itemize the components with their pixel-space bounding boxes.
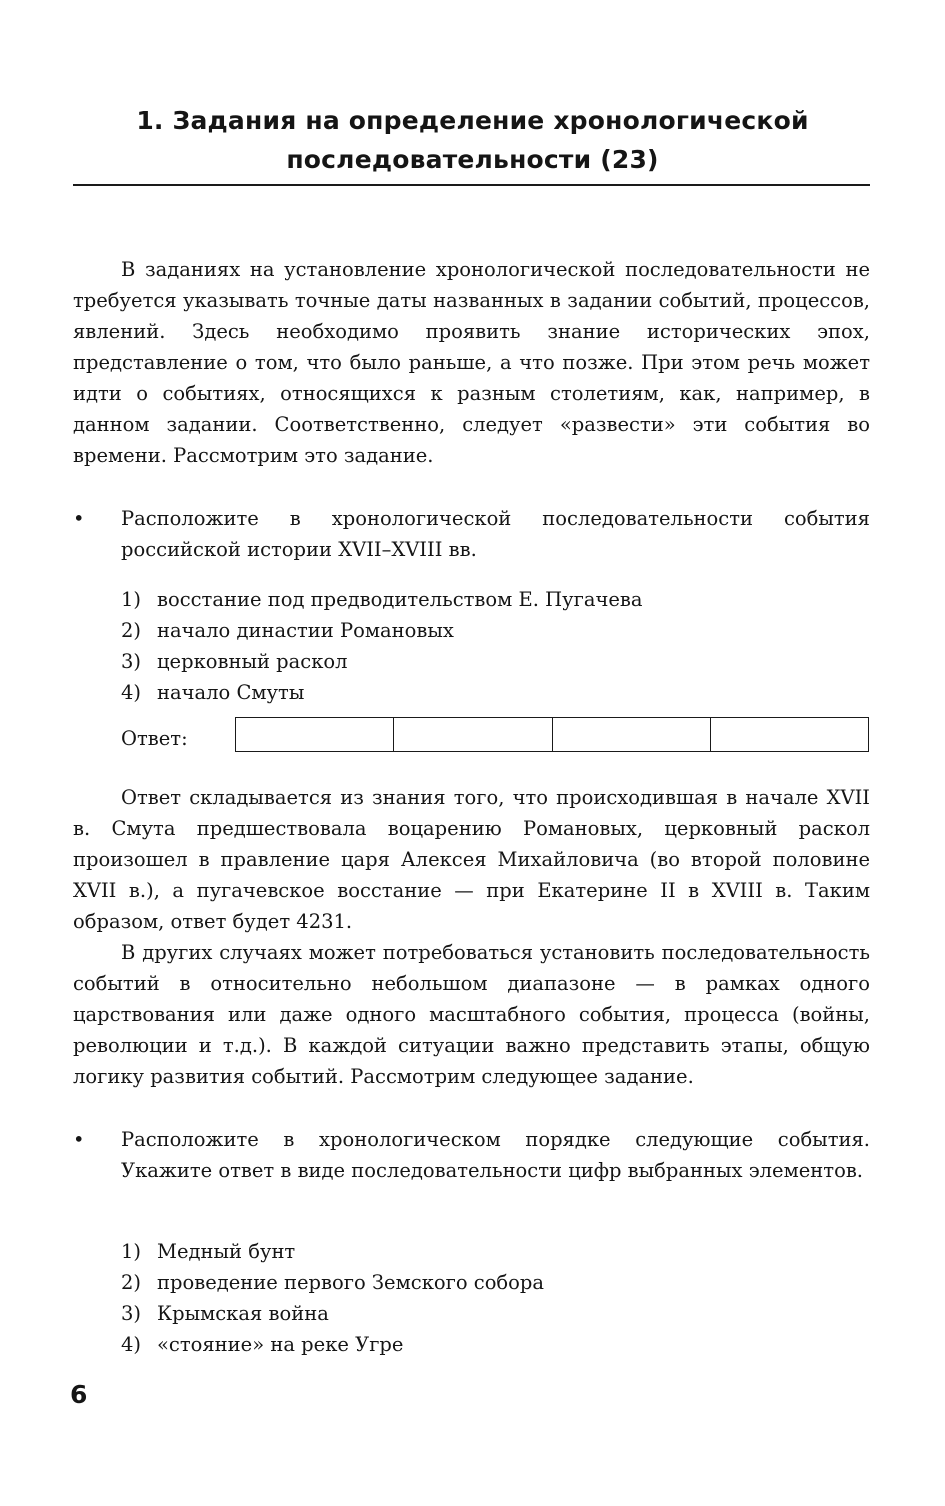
list-item <box>121 1236 544 1267</box>
item-number: 1) <box>121 588 142 611</box>
section-title-line-1: 1. Задания на определение хронологической <box>136 106 809 135</box>
item-number: 4) <box>121 681 142 704</box>
item-text: Крымская война <box>157 1302 329 1325</box>
list-item <box>121 1298 544 1329</box>
item-number: 1) <box>121 1240 142 1263</box>
item-number: 2) <box>121 619 142 642</box>
item-text: проведение первого Земского собора <box>157 1271 545 1294</box>
task1-options <box>121 584 643 708</box>
item-text: начало династии Романовых <box>157 619 454 642</box>
list-item <box>121 584 643 615</box>
task2-options <box>121 1236 544 1360</box>
task2-prompt: Расположите в хронологическом порядке следующие события. Укажите ответ в виде последовательности цифр выбранных элементов. <box>121 1128 870 1182</box>
list-item <box>121 1267 544 1298</box>
explanation-paragraph: Ответ складывается из знания того, что происходившая в начале XVII в. Смута предшествовала воцарению Романовых, церковный раскол произошел в правление царя Алексея Михайловича (во второй половине XVII в.), а пугачевское восстание — при Екатерине II в XVIII в. Таким образом, ответ будет 4231. <box>73 786 870 933</box>
intro-paragraph: В заданиях на установление хронологической последовательности не требуется указывать точные даты названных в задании событий, процессов, явлений. Здесь необходимо проявить знание исторических эпох, представление о том, что было раньше, а что позже. При этом речь может идти о событиях, относящихся к разным столетиям, как, например, в данном задании. Соответственно, следует «развести» эти события во времени. Рассмотрим это задание. <box>73 258 870 467</box>
item-number: 3) <box>121 650 142 673</box>
item-text: Медный бунт <box>157 1240 296 1263</box>
item-number: 2) <box>121 1271 142 1294</box>
answer-cell-4[interactable] <box>711 718 868 751</box>
item-text: «стояние» на реке Угре <box>157 1333 404 1356</box>
title-divider <box>73 184 870 186</box>
list-item <box>121 1329 544 1360</box>
answer-label: Ответ: <box>121 727 188 750</box>
task1-prompt: Расположите в хронологической последовательности события российской истории XVII–XVIII вв. <box>121 507 870 561</box>
answer-cell-3[interactable] <box>553 718 711 751</box>
item-text: начало Смуты <box>157 681 305 704</box>
second-paragraph: В других случаях может потребоваться установить последовательность событий в относительно небольшом диапазоне — в рамках одного царствования или даже одного масштабного события, процесса (войны, революции и т.д.). В каждой ситуации важно представить этапы, общую логику развития событий. Рассмотрим следующее задание. <box>73 941 870 1088</box>
answer-cell-1[interactable] <box>236 718 394 751</box>
list-item <box>121 677 643 708</box>
list-item <box>121 646 643 677</box>
task1-bullet: • <box>73 507 85 530</box>
answer-cell-2[interactable] <box>394 718 552 751</box>
page-number: 6 <box>70 1380 88 1409</box>
item-text: церковный раскол <box>157 650 348 673</box>
item-number: 3) <box>121 1302 142 1325</box>
section-title-line-2: последовательности (23) <box>286 145 659 174</box>
section-title <box>0 101 945 179</box>
task2-bullet: • <box>73 1128 85 1151</box>
answer-boxes <box>235 717 869 752</box>
list-item <box>121 615 643 646</box>
item-number: 4) <box>121 1333 142 1356</box>
item-text: восстание под предводительством Е. Пугачева <box>157 588 643 611</box>
